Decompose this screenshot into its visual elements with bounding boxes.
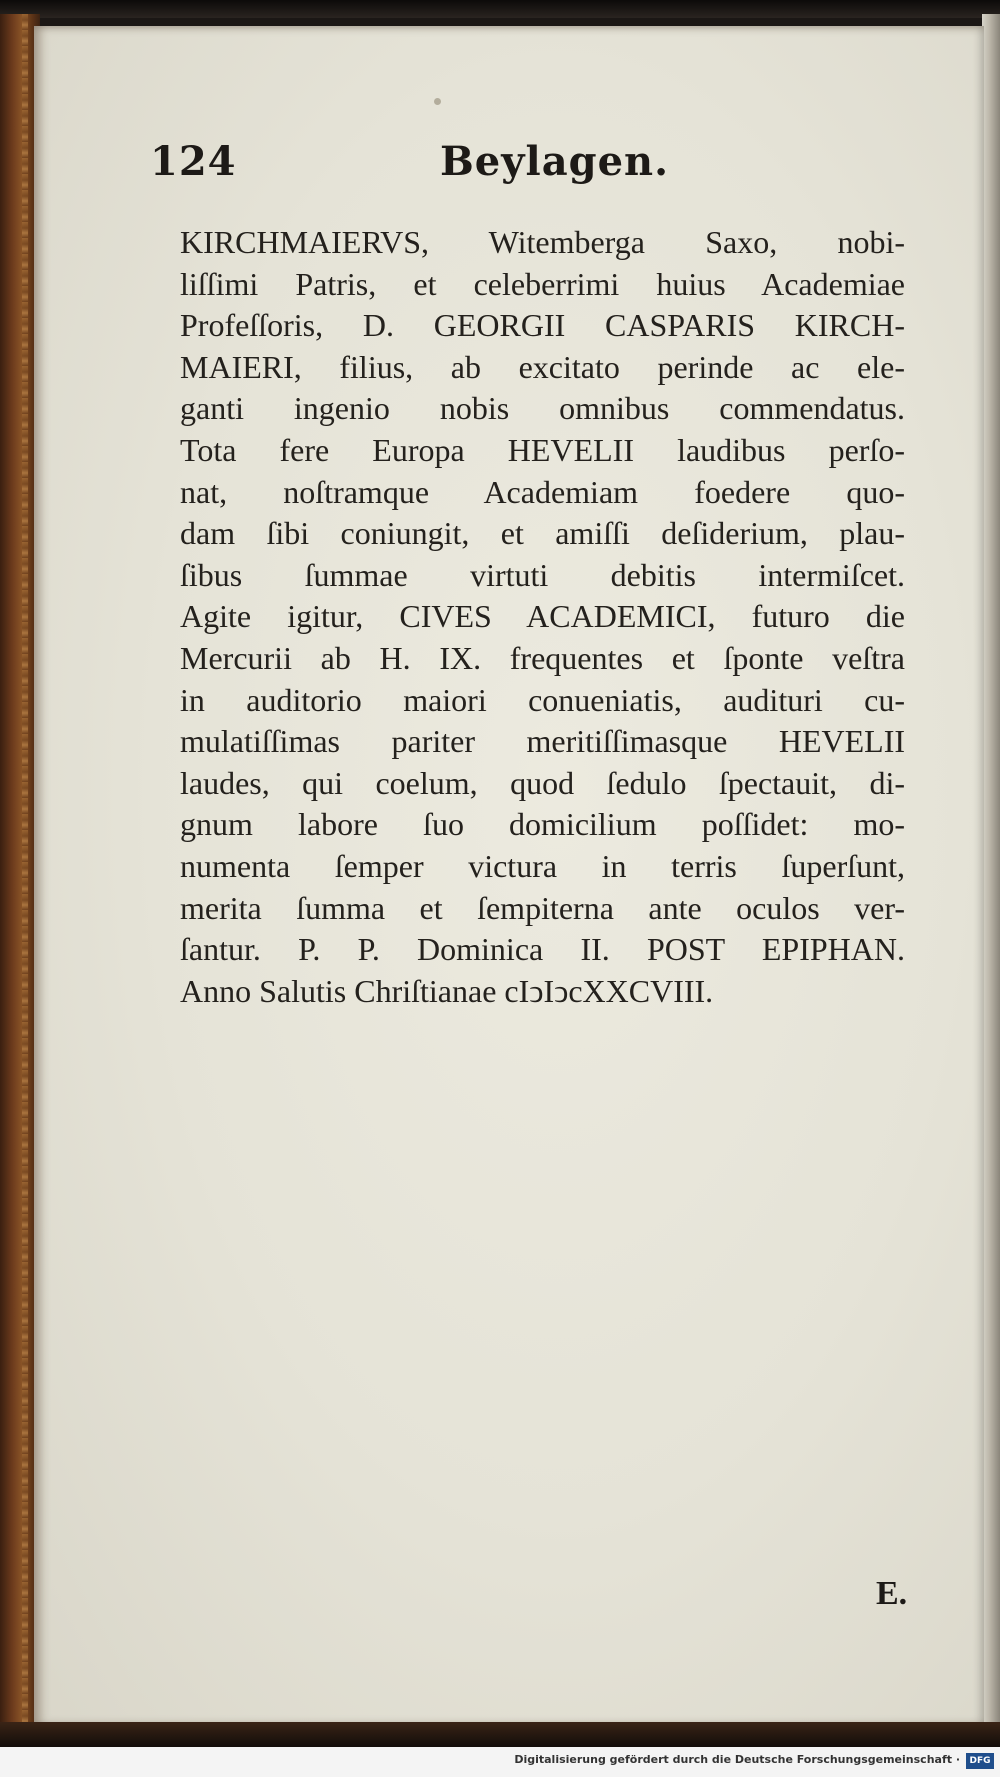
text-line: Mercurii ab H. IX. frequentes et ſponte veſtra (180, 639, 905, 676)
text-line: KIRCHMAIERVS, Witemberga Saxo, nobi- (180, 224, 905, 260)
text-line: Tota fere Europa HEVELII laudibus perſo- (180, 431, 905, 468)
text-line: ſibus ſummae virtuti debitis intermiſcet. (180, 556, 905, 593)
top-scan-border (0, 0, 1000, 18)
page-edge-right (982, 14, 1000, 1734)
text-line: ſantur. P. P. Dominica II. POST EPIPHAN. (180, 931, 905, 968)
text-line: Anno Salutis Chriſtianae cIↄIↄcXXCVIII. (180, 972, 714, 1009)
page-number: 124 (150, 138, 237, 185)
text-line: liſſimi Patris, et celeberrimi huius Academiae (180, 265, 905, 302)
text-line: Profeſſoris, D. GEORGII CASPARIS KIRCH- (180, 307, 905, 344)
text-line: laudes, qui coelum, quod ſedulo ſpectauit, di- (180, 764, 905, 801)
text-line: gnum labore ſuo domicilium poſſidet: mo- (180, 806, 905, 843)
text-line: merita ſumma et ſempiterna ante oculos ver- (180, 889, 905, 926)
dfg-logo: DFG (966, 1753, 994, 1769)
running-head: Beylagen. (440, 138, 670, 185)
body-text (180, 222, 905, 1012)
text-line: dam ſibi coniungit, et amiſſi deſiderium, plau- (180, 515, 905, 552)
digitization-credit: Digitalisierung gefördert durch die Deutsche Forschungsgemeinschaft · (514, 1753, 960, 1766)
text-line: mulatiſſimas pariter meritiſſimasque HEVELII (180, 723, 905, 760)
spine-edge (22, 14, 28, 1734)
text-line: nat, noſtramque Academiam foedere quo- (180, 473, 905, 510)
catchword: E. (876, 1575, 908, 1612)
text-line: in auditorio maiori conueniatis, audituri cu- (180, 681, 905, 718)
bottom-scan-border (0, 1722, 1000, 1747)
text-line: MAIERI, filius, ab excitato perinde ac ele- (180, 348, 905, 385)
text-line: Agite igitur, CIVES ACADEMICI, futuro die (180, 598, 905, 635)
text-line: numenta ſemper victura in terris ſuperſunt, (180, 847, 905, 884)
text-line: ganti ingenio nobis omnibus commendatus. (180, 390, 905, 427)
paper-speck (434, 98, 441, 105)
